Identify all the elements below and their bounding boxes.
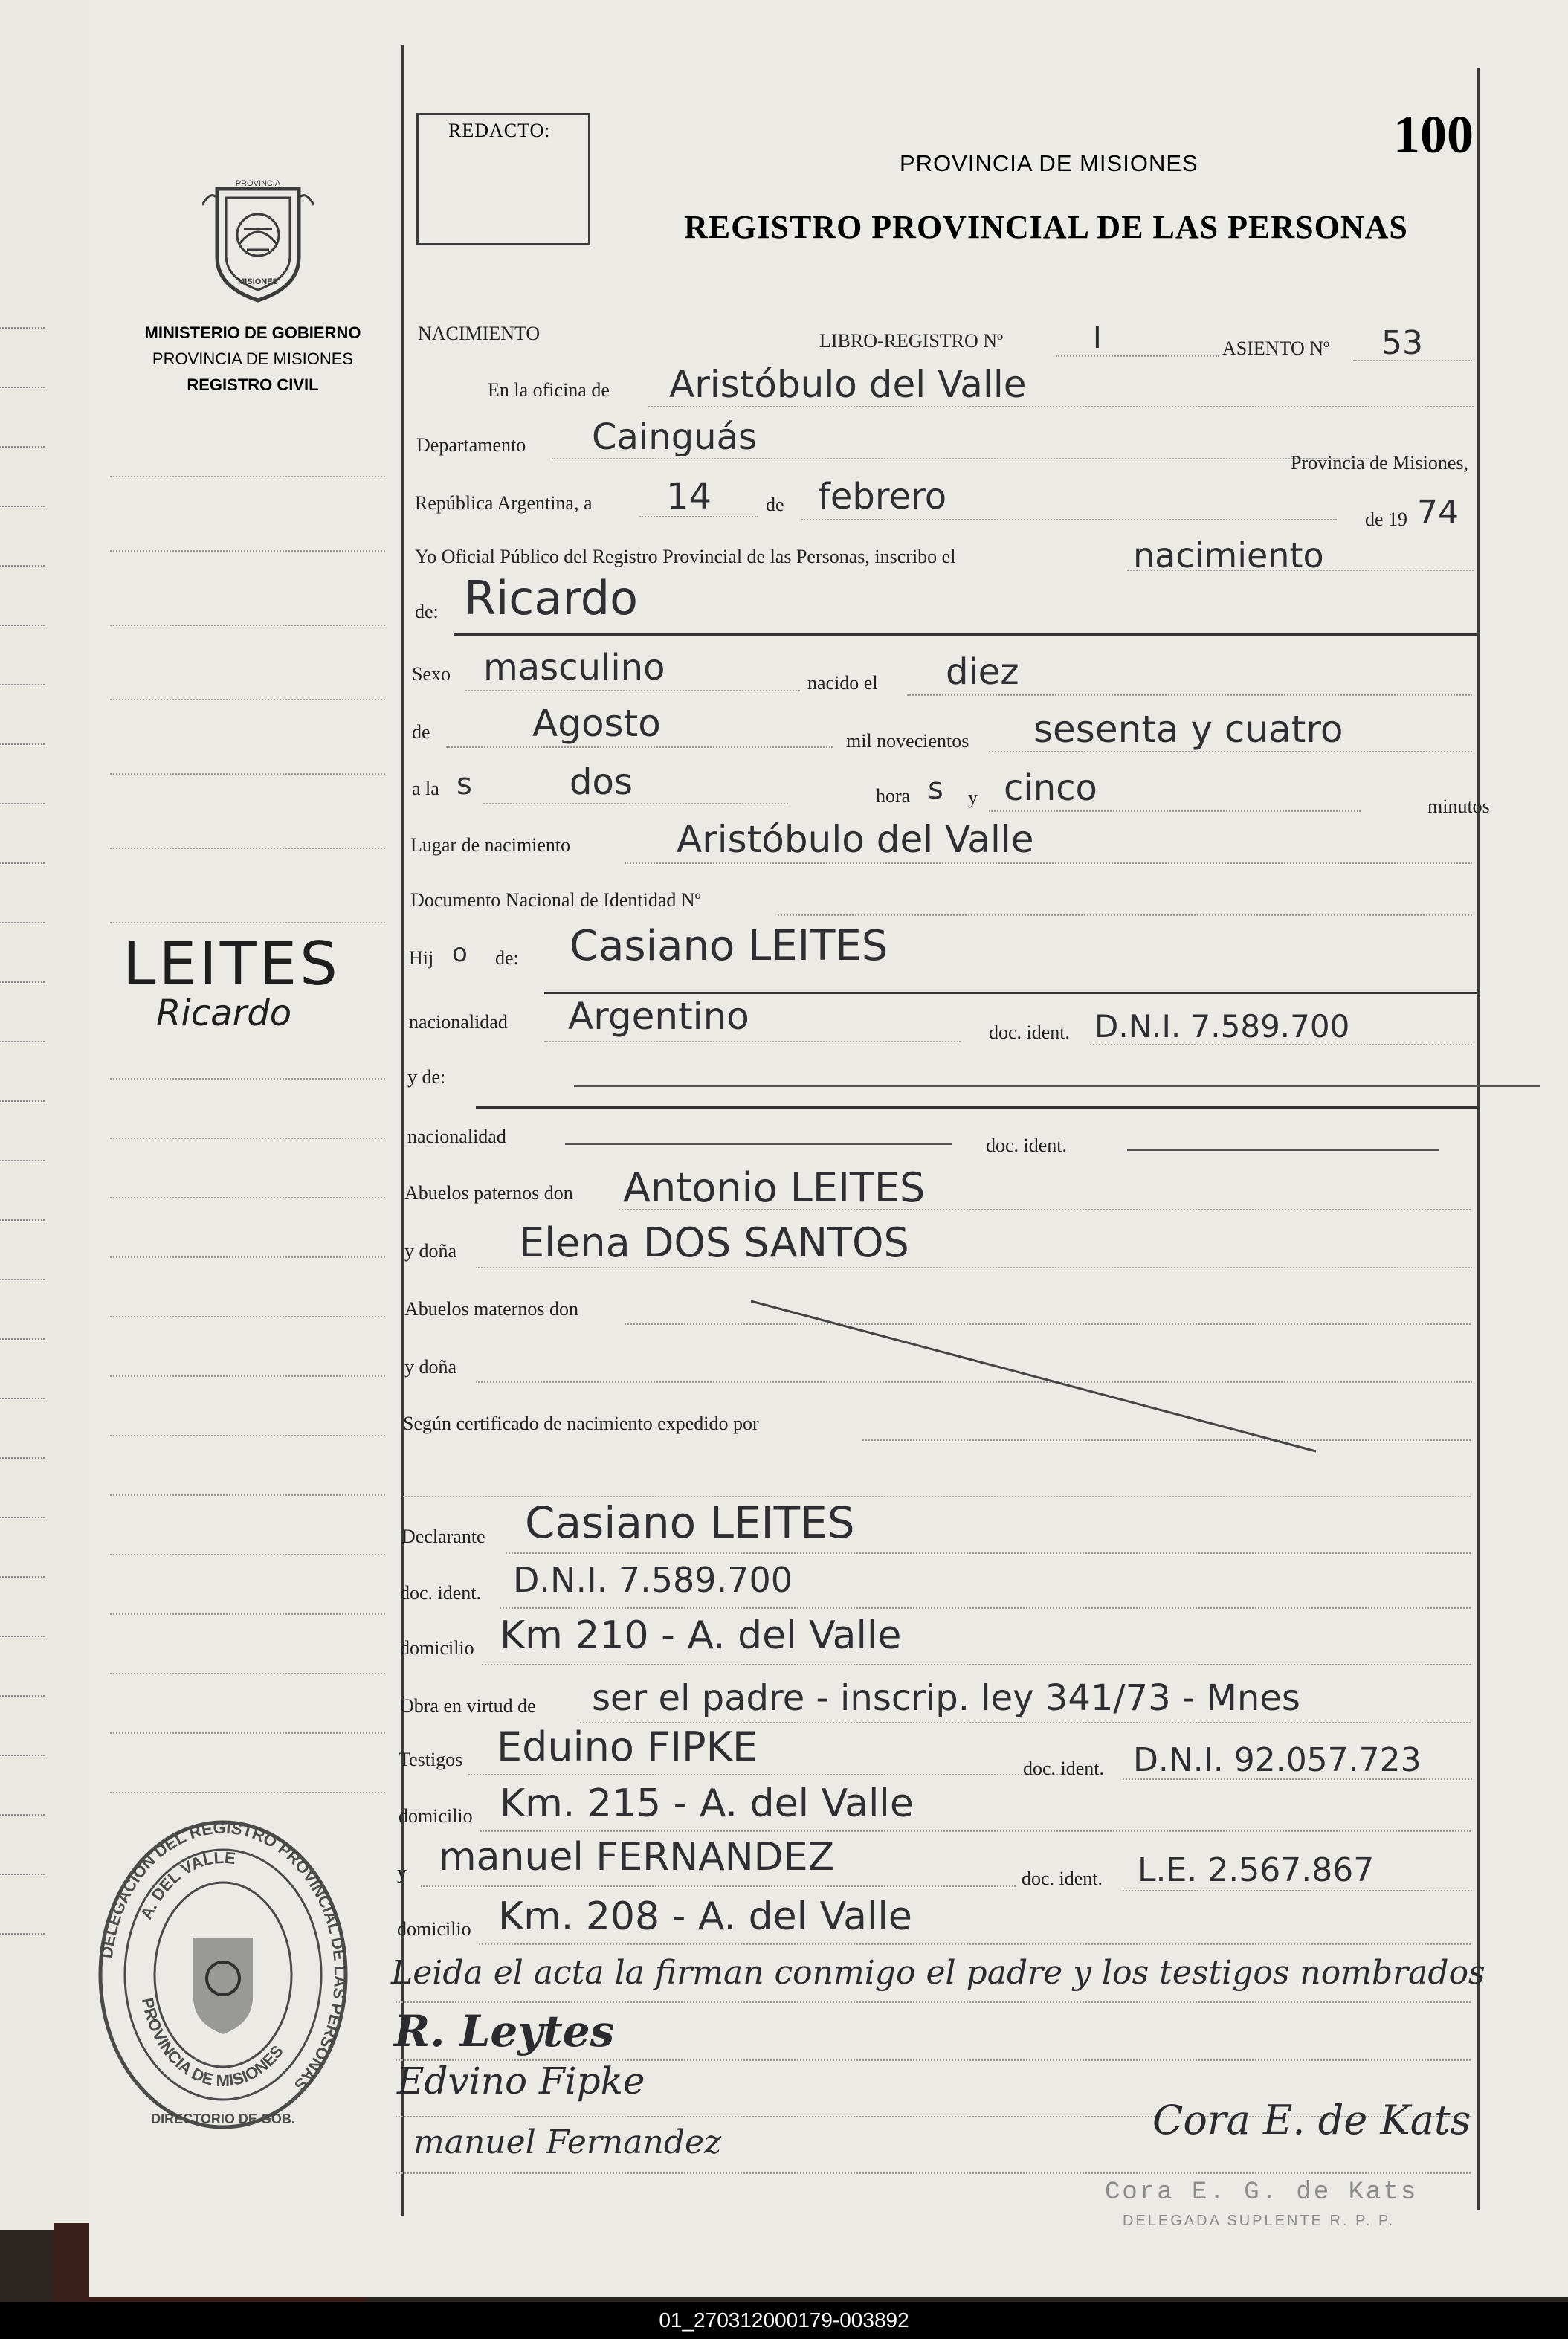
- alas-label: a la: [412, 778, 439, 799]
- ministry-line: MINISTERIO DE GOBIERNO: [144, 323, 361, 342]
- svg-text:DIRECTORIO DE GOB.: DIRECTORIO DE GOB.: [151, 2111, 295, 2126]
- docident-value: D.N.I. 7.589.700: [1094, 1008, 1350, 1045]
- nacionalidad-label: nacionalidad: [409, 1011, 508, 1033]
- sexo-value: masculino: [483, 647, 665, 688]
- decl-doc-value: D.N.I. 7.589.700: [513, 1560, 793, 1600]
- nacionalidad2-strike: [565, 1143, 952, 1145]
- child-name-value: Ricardo: [464, 571, 639, 625]
- hora-value: dos: [570, 761, 633, 803]
- abuelo-pat-value: Antonio LEITES: [623, 1164, 926, 1211]
- test2-doc-label: doc. ident.: [1022, 1868, 1103, 1889]
- signature-father: R. Leytes: [394, 2006, 615, 2056]
- mil-label: mil novecientos: [846, 730, 969, 752]
- docident2-label: doc. ident.: [986, 1135, 1068, 1156]
- redacto-box: [416, 113, 590, 245]
- year-value: 74: [1417, 494, 1459, 532]
- hora-suffix: s: [928, 772, 943, 806]
- margin-rule: [110, 1256, 385, 1258]
- departamento-value: Cainguás: [592, 416, 757, 458]
- official-title-stamp: DELEGADA SUPLENTE R. P. P.: [1123, 2213, 1396, 2229]
- nacimiento-label: NACIMIENTO: [418, 323, 541, 344]
- margin-rule: [110, 1435, 385, 1436]
- margin-rule: [110, 1138, 385, 1139]
- nacido-label: nacido el: [807, 672, 878, 694]
- ministry-province-line: PROVINCIA DE MISIONES: [152, 349, 354, 369]
- margin-rule: [110, 922, 385, 923]
- margin-rule: [110, 1673, 385, 1674]
- margin-given-name: Ricardo: [156, 993, 292, 1034]
- testigo1-line: [468, 1774, 1063, 1775]
- test1-doc-label: doc. ident.: [1023, 1758, 1105, 1779]
- ydona-label: y doña: [404, 1240, 457, 1262]
- ministry-registry-line: REGISTRO CIVIL: [187, 375, 319, 395]
- page-border-right: [1477, 68, 1480, 2210]
- test1-dom-line: [480, 1830, 1471, 1832]
- padre-underline: [544, 992, 1478, 994]
- yde-label: y de:: [407, 1066, 446, 1088]
- libro-line: [1056, 355, 1219, 357]
- cancel-diagonal-line: [743, 1294, 1323, 1465]
- de-colon-label: de:: [415, 601, 439, 622]
- svg-text:MISIONES: MISIONES: [238, 277, 278, 286]
- testigo1-value: Eduino FIPKE: [497, 1723, 758, 1770]
- province-heading: PROVINCIA DE MISIONES: [900, 150, 1198, 176]
- page-number: 100: [1393, 105, 1474, 164]
- margin-rule: [110, 1316, 385, 1317]
- margin-surname: LEITES: [123, 929, 341, 998]
- year-prefix: de 19: [1365, 509, 1408, 530]
- minutos-value: cinco: [1004, 767, 1097, 809]
- margin-rule: [110, 1078, 385, 1080]
- test2-doc-line: [1123, 1890, 1472, 1891]
- oficial-text: Yo Oficial Público del Registro Provincial de las Personas, inscribo el: [415, 546, 956, 567]
- departamento-label: Departamento: [416, 434, 526, 456]
- y-label: y: [968, 787, 978, 808]
- libro-label: LIBRO-REGISTRO Nº: [819, 330, 1004, 352]
- minutos-label: minutos: [1427, 796, 1490, 817]
- abuela-pat-value: Elena DOS SANTOS: [519, 1219, 909, 1266]
- abuelos-pat-label: Abuelos paternos don: [404, 1182, 573, 1204]
- testigo2-line: [421, 1885, 1016, 1887]
- minutos-line: [989, 810, 1361, 812]
- test1-doc-value: D.N.I. 92.057.723: [1133, 1741, 1422, 1779]
- image-caption: 01_270312000179-003892: [659, 2309, 909, 2332]
- svg-text:PROVINCIA: PROVINCIA: [235, 179, 281, 188]
- hora-line: [483, 803, 788, 804]
- margin-rule: [110, 550, 385, 552]
- nacido-line: [907, 694, 1472, 696]
- test2-dom-value: Km. 208 - A. del Valle: [498, 1894, 912, 1939]
- test2-dom-line: [479, 1943, 1471, 1945]
- ministry-block: [119, 320, 387, 399]
- dni-label: Documento Nacional de Identidad Nº: [410, 889, 701, 911]
- lugar-value: Aristóbulo del Valle: [677, 818, 1034, 861]
- mil-value: sesenta y cuatro: [1033, 708, 1343, 751]
- padre-value: Casiano LEITES: [570, 922, 888, 970]
- left-page-edge: [0, 0, 89, 2230]
- signature-witness-2: manuel Fernandez: [413, 2123, 722, 2161]
- madre-strike-line: [574, 1085, 1540, 1087]
- departamento-line: [552, 458, 1369, 459]
- decl-dom-value: Km 210 - A. del Valle: [500, 1613, 902, 1658]
- margin-rule: [110, 848, 385, 849]
- testigo2-value: manuel FERNANDEZ: [439, 1835, 835, 1880]
- svg-text:A. DEL VALLE: A. DEL VALLE: [136, 1848, 237, 1923]
- registry-seal-icon: [97, 1811, 349, 2138]
- margin-rule: [110, 1613, 385, 1615]
- margin-rule: [110, 699, 385, 700]
- y2-label: y: [397, 1862, 407, 1883]
- abuela-pat-line: [476, 1267, 1472, 1268]
- test2-dom-label: domicilio: [397, 1918, 471, 1940]
- birth-month-value: Agosto: [532, 702, 661, 745]
- docident2-strike: [1127, 1149, 1439, 1151]
- hora-label: hora: [876, 785, 911, 807]
- margin-rule: [110, 1554, 385, 1555]
- hij-label: Hij: [409, 947, 434, 969]
- asiento-label: ASIENTO Nº: [1222, 338, 1330, 359]
- oficina-value: Aristóbulo del Valle: [669, 363, 1027, 406]
- name-underline: [454, 633, 1478, 636]
- abuelos-mat-label: Abuelos maternos don: [404, 1298, 578, 1320]
- nacionalidad2-label: nacionalidad: [407, 1126, 506, 1147]
- oficina-line: [648, 406, 1474, 407]
- asiento-value: 53: [1381, 324, 1423, 362]
- decl-dom-label: domicilio: [400, 1637, 474, 1659]
- declarante-line: [506, 1552, 1471, 1554]
- nacionalidad-line: [544, 1041, 961, 1042]
- obra-value: ser el padre - inscrip. ley 341/73 - Mnes: [592, 1677, 1300, 1719]
- month-value: febrero: [818, 476, 947, 517]
- lugar-line: [625, 862, 1472, 864]
- closing-text: Leida el acta la firman conmigo el padre y los testigos nombrados: [391, 1954, 1485, 1992]
- registry-title: REGISTRO PROVINCIAL DE LAS PERSONAS: [684, 209, 1408, 245]
- margin-rule: [110, 476, 385, 477]
- test1-dom-label: domicilio: [399, 1805, 473, 1827]
- decl-doc-line: [500, 1607, 1471, 1609]
- oficial-value: nacimiento: [1133, 535, 1324, 575]
- provincial-crest-icon: [202, 175, 314, 303]
- libro-value: I: [1093, 321, 1102, 355]
- register-page: [89, 0, 1568, 2297]
- closing-line: [396, 2001, 1471, 2003]
- signature-line-3: [396, 2172, 1471, 2174]
- svg-text:DELEGACION DEL REGISTRO PROVIN: DELEGACION DEL REGISTRO PROVINCIAL DE LAS PERSONAS: [97, 1818, 349, 2094]
- decl-doc-label: doc. ident.: [400, 1582, 482, 1604]
- obra-label: Obra en virtud de: [400, 1695, 536, 1717]
- hij-suffix: o: [452, 938, 468, 968]
- hij-de-label: de:: [495, 947, 519, 969]
- ydona2-label: y doña: [404, 1356, 457, 1378]
- signature-witness-1: Edvino Fipke: [397, 2059, 645, 2103]
- month-line: [801, 519, 1337, 520]
- sexo-label: Sexo: [412, 663, 451, 685]
- official-name-stamp: Cora E. G. de Kats: [1105, 2178, 1419, 2207]
- margin-rule: [110, 1375, 385, 1377]
- test2-doc-value: L.E. 2.567.867: [1138, 1851, 1375, 1889]
- de-label: de: [766, 494, 784, 515]
- madre-underline: [476, 1106, 1478, 1109]
- alas-suffix: s: [456, 767, 472, 801]
- margin-rule: [110, 1732, 385, 1734]
- signature-official: Cora E. de Kats: [1152, 2097, 1471, 2143]
- nacido-value: diez: [946, 651, 1019, 693]
- test1-dom-value: Km. 215 - A. del Valle: [500, 1781, 914, 1826]
- margin-rule: [110, 1792, 385, 1793]
- republica-label: República Argentina, a: [415, 492, 593, 514]
- declarante-label: Declarante: [401, 1526, 485, 1547]
- margin-rule: [110, 1197, 385, 1198]
- lugar-label: Lugar de nacimiento: [410, 834, 571, 856]
- day-value: 14: [666, 476, 712, 517]
- segun-label: Según certificado de nacimiento expedido por: [403, 1413, 759, 1434]
- dni-line: [778, 914, 1472, 916]
- redacto-label: REDACTO:: [448, 120, 551, 141]
- margin-rule: [110, 773, 385, 775]
- de2-label: de: [412, 721, 430, 743]
- svg-text:PROVINCIA DE MISIONES: PROVINCIA DE MISIONES: [138, 1996, 287, 2091]
- birth-month-line: [446, 746, 833, 748]
- testigos-label: Testigos: [399, 1749, 463, 1770]
- mil-line: [989, 751, 1472, 752]
- nacionalidad-value: Argentino: [568, 995, 749, 1038]
- docident-label: doc. ident.: [989, 1022, 1071, 1043]
- margin-rule: [110, 1494, 385, 1496]
- oficina-label: En la oficina de: [488, 379, 610, 401]
- provincia-label: Provincia de Misiones,: [1291, 452, 1469, 474]
- margin-rule: [110, 625, 385, 626]
- declarante-value: Casiano LEITES: [525, 1497, 855, 1548]
- decl-dom-line: [482, 1664, 1471, 1665]
- sexo-line: [465, 690, 800, 691]
- page-border-left: [401, 45, 404, 2216]
